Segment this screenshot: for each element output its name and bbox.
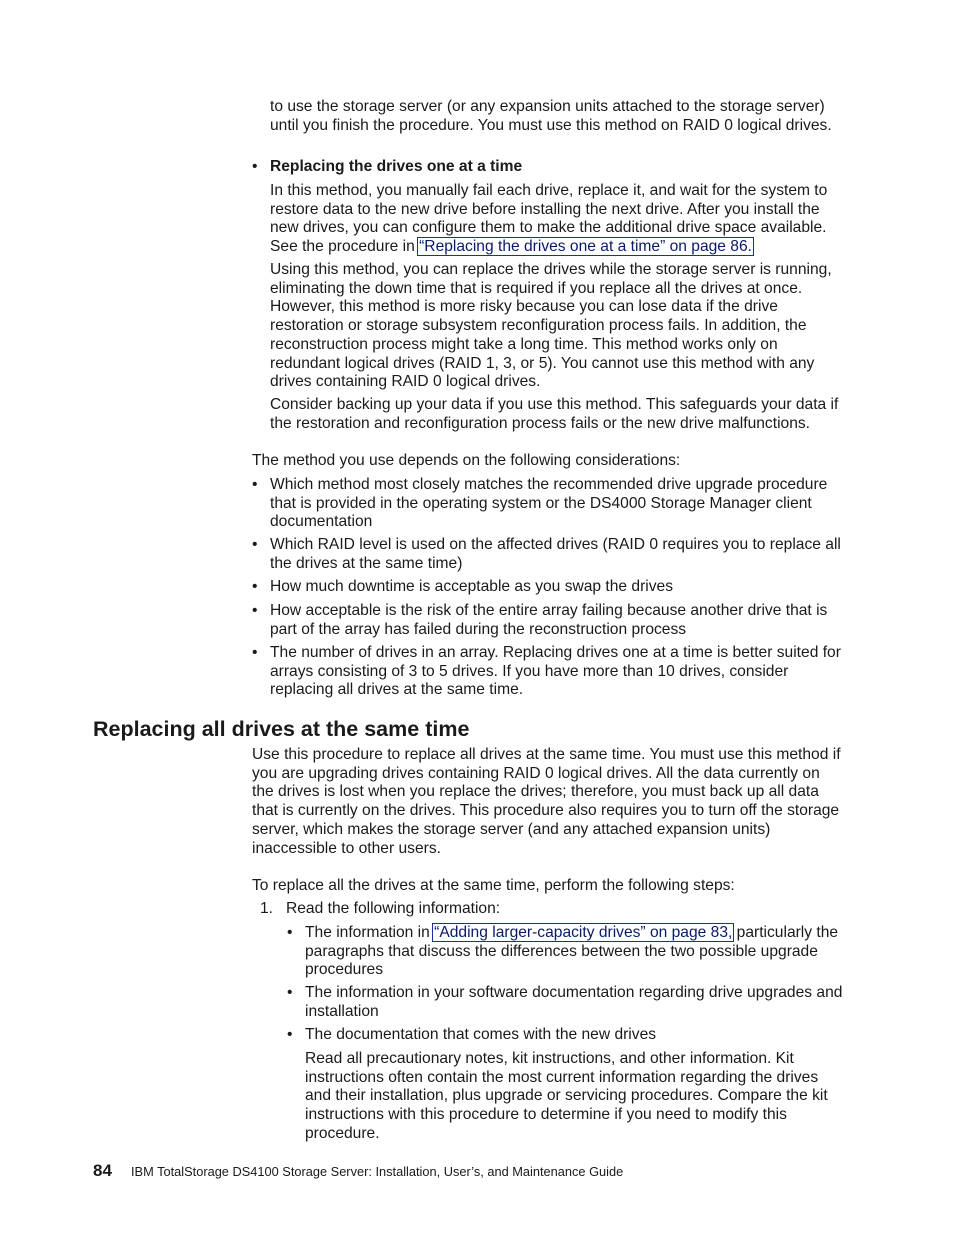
method-paragraph-3: Consider backing up your data if you use this method. This safeguards your data if the restoration and reconfiguration process fails or the new drive malfunctions. xyxy=(270,396,839,432)
continuation-paragraph: to use the storage server (or any expansion units attached to the storage server) until you finish the procedure. You must use this method on RAID 0 logical drives. xyxy=(270,98,832,134)
section-intro: Use this procedure to replace all drives at the same time. You must use this method if you are upgrading drives containing RAID 0 logical drives. All the data currently on the drives is lost when you replace the drives; therefore, you must back up all data that is currently on the drives. This procedure also requires you to turn off the storage server, which makes the storage server (and any attached expansion units) inaccessible to other users. xyxy=(252,746,841,857)
sub-list-item-text xyxy=(305,924,845,980)
bullet-marker: • xyxy=(252,536,258,553)
considerations-intro: The method you use depends on the following considerations: xyxy=(252,452,681,469)
bullet-marker: • xyxy=(252,476,258,493)
steps-intro: To replace all the drives at the same time, perform the following steps: xyxy=(252,877,735,894)
link-adding-larger-capacity-drives[interactable]: “Adding larger-capacity drives” on page 83, xyxy=(434,924,733,941)
step-1-text: Read the following information: xyxy=(286,900,501,917)
bullet-marker: • xyxy=(252,644,258,661)
bullet-marker: • xyxy=(252,578,258,595)
method-heading: Replacing the drives one at a time xyxy=(270,158,523,175)
sub-list-item-text: The information in your software documentation regarding drive upgrades and installation xyxy=(305,984,843,1020)
page-number: 84 xyxy=(93,1161,112,1180)
step-number: 1. xyxy=(260,900,274,917)
method-paragraph-2: Using this method, you can replace the drives while the storage server is running, eliminating the down time that is required if you replace all the drives at once. However, this method is more risky because you can lose data if the drive restoration or storage subsystem reconfiguration process fails. In addition, the reconstruction process might take a long time. This method works only on redundant logical drives (RAID 1, 3, or 5). You cannot use this method with any drives containing RAID 0 logical drives. xyxy=(270,261,832,391)
link-replacing-one-at-a-time[interactable]: “Replacing the drives one at a time” on page 86. xyxy=(419,238,752,256)
list-item-text: The number of drives in an array. Replacing drives one at a time is better suited for arrays consisting of 3 to 5 drives. If you have more than 10 drives, consider replacing all drives at the same time. xyxy=(270,644,841,699)
section-heading: Replacing all drives at the same time xyxy=(93,717,470,741)
bullet-marker: • xyxy=(287,1026,293,1043)
list-item-text: Which RAID level is used on the affected drives (RAID 0 requires you to replace all the drives at the same time) xyxy=(270,536,841,572)
method-paragraph-1 xyxy=(270,182,845,257)
sub-item-1-before: The information in xyxy=(305,924,435,941)
bullet-marker: • xyxy=(252,602,258,619)
bullet-marker: • xyxy=(287,984,293,1001)
sub-item-1-after: particularly the paragraphs that discuss the differences between the two possible upgrade procedures xyxy=(305,924,839,979)
sub-item-3-note: Read all precautionary notes, kit instructions, and other information. Kit instructions often contain the most current information regarding the drives and their installation, plus upgrade or servicing procedures. Compare the kit instructions with this procedure to determine if you need to modify this procedure. xyxy=(305,1050,828,1142)
list-item-text: How much downtime is acceptable as you swap the drives xyxy=(270,578,674,595)
list-item-text: Which method most closely matches the recommended drive upgrade procedure that is provided in the operating system or the DS4000 Storage Manager client documentation xyxy=(270,476,828,531)
bullet-marker: • xyxy=(252,158,258,175)
bullet-marker: • xyxy=(287,924,293,941)
sub-list-item-text: The documentation that comes with the new drives xyxy=(305,1026,657,1043)
list-item-text: How acceptable is the risk of the entire array failing because another drive that is part of the array has failed during the reconstruction process xyxy=(270,602,828,638)
footer-title: IBM TotalStorage DS4100 Storage Server: Installation, User’s, and Maintenance Guide xyxy=(131,1164,624,1179)
method-paragraph-1-text: In this method, you manually fail each drive, replace it, and wait for the system to restore data to the new drive before installing the next drive. After you install the new drives, you can configure them to make the additional drive space available. See the procedure in xyxy=(270,182,828,256)
